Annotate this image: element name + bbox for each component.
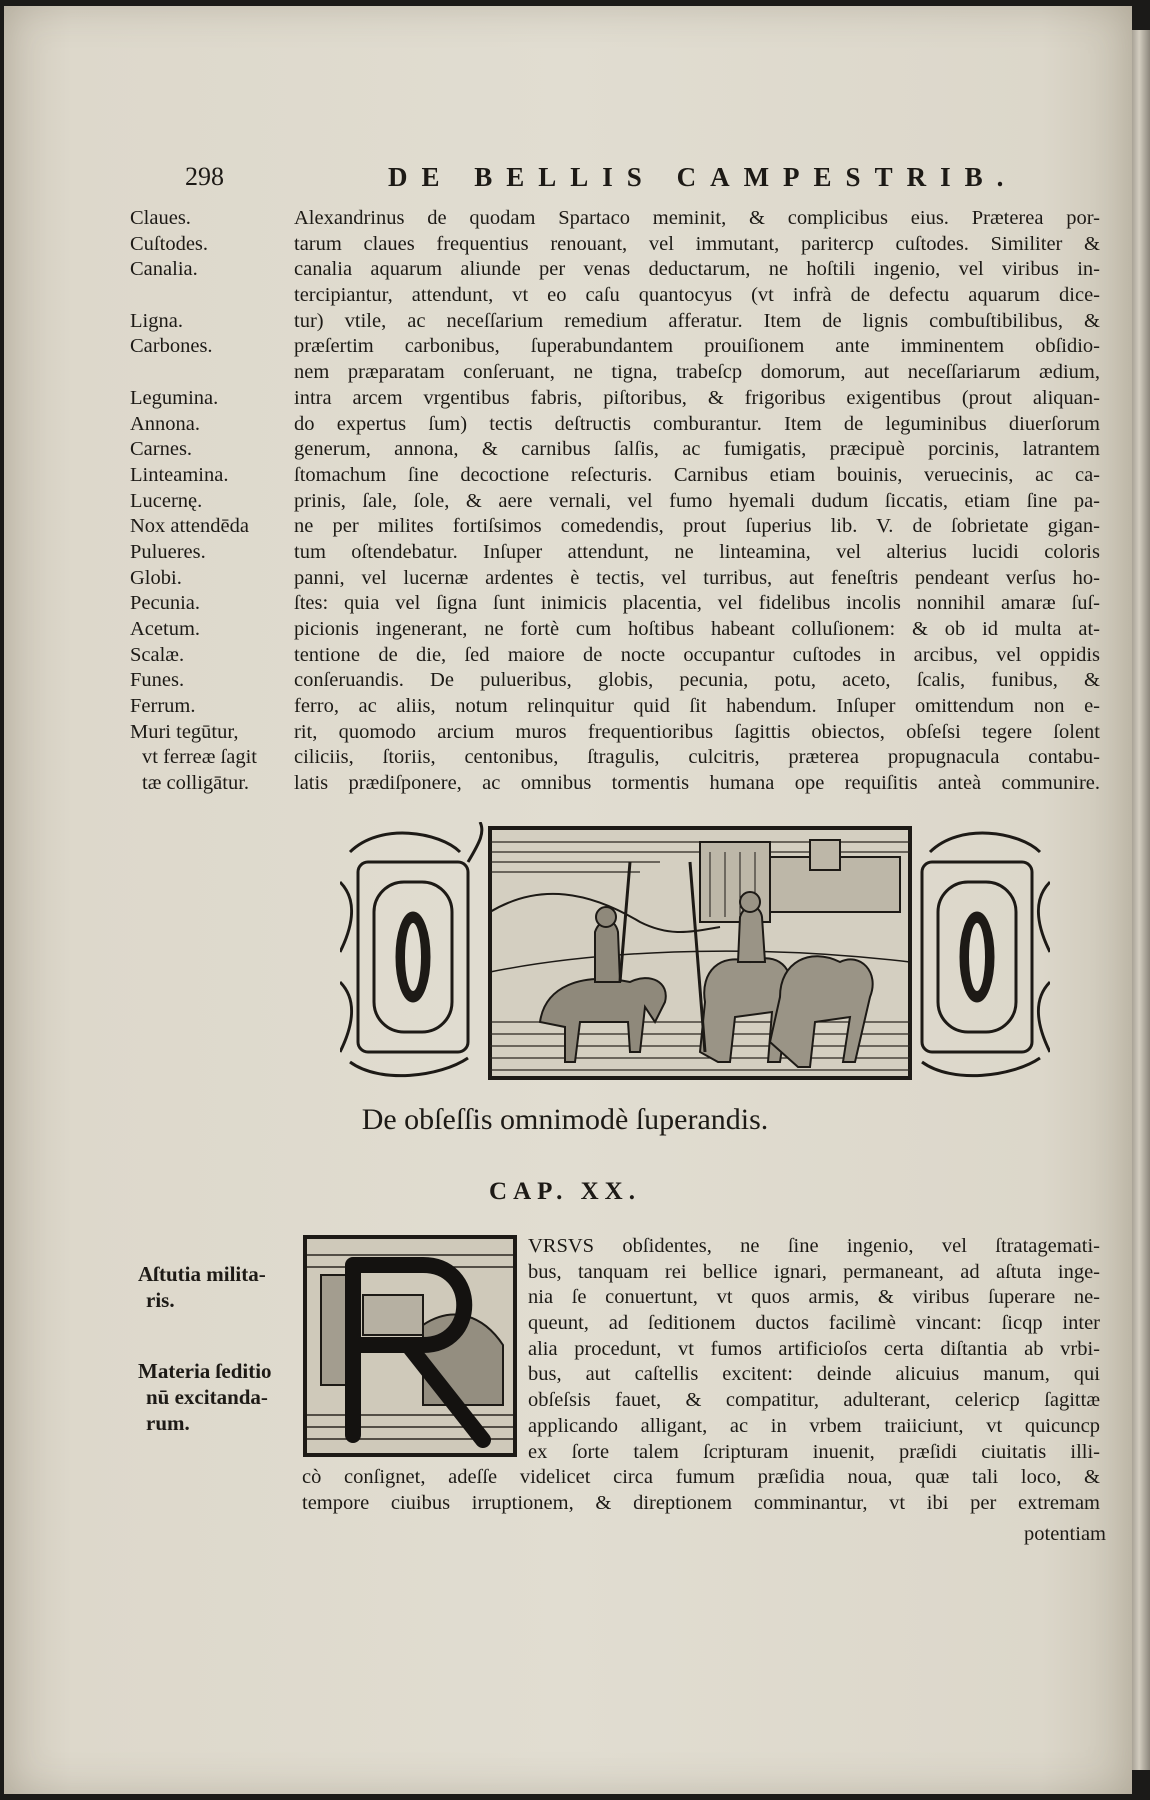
margin-note: Ligna.	[130, 309, 183, 332]
margin-note: Muri tegūtur,	[130, 720, 239, 743]
text-line: canalia aquarum aliunde per venas deductarum, ne hoſtili ingenio, vel viribus in-	[294, 258, 1100, 281]
text-line: do expertus ſum) tectis deſtructis comburantur. Item de leguminibus diuerſorum	[294, 412, 1100, 435]
text-line: cò conſignet, adeſſe videlicet circa fumum præſidia noua, quæ tali loco, &	[302, 1466, 1100, 1488]
chapter-text-beside-initial	[528, 1234, 1100, 1465]
text-line: tum oſtendebatur. Inſuper attendunt, ne linteamina, vel alterius lucidi coloris	[294, 540, 1100, 563]
woodcut-horsemen-image	[340, 822, 1050, 1084]
text-line: Alexandrinus de quodam Spartaco meminit, & complicibus eius. Præterea por-	[294, 207, 1100, 229]
decorated-initial-r	[303, 1235, 517, 1457]
margin-note: Scalæ.	[130, 643, 185, 666]
text-line: queunt, ad ſeditionem ductos facilimè vincant: ſicqp inter	[528, 1312, 1100, 1335]
text-line: ciliciis, ſtoriis, centonibus, ſtragulis, culcitris, præterea propugnacula contabu-	[294, 746, 1100, 769]
text-line: alia procedunt, vt fumos artificioſos certa diſtantia ab vrbi-	[528, 1337, 1100, 1360]
margin-note: Acetum.	[130, 618, 201, 640]
text-line: bus, aut caſtellis excitent: deinde alicuius manum, qui	[528, 1363, 1100, 1386]
margin-note: Claues.	[130, 207, 191, 229]
text-line: ſtes: quia vel ſigna ſunt inimicis placentia, vel fidelibus incolis nonnihil amaræ ſuſ-	[294, 592, 1100, 615]
margin-note: Nox attendēda	[130, 515, 249, 538]
margin-note: Carnes.	[130, 438, 193, 461]
text-line: tarum claues frequentius renouant, vel immutant, paritercp cuſtodes. Similiter &	[294, 232, 1100, 255]
text-line: obſeſsis fauet, & compatitur, adulterant, celericp ſagittæ	[528, 1389, 1100, 1412]
chapter-heading: CAP. XX.	[489, 1178, 641, 1205]
margin-note: tæ colligātur.	[142, 772, 250, 795]
text-line: tempore ciuibus irruptionem, & direptionem comminantur, vt ibi per extremam	[302, 1491, 1100, 1514]
margin-note: Canalia.	[130, 258, 198, 281]
woodcut-illustration	[340, 822, 1050, 1084]
text-line: tentione de die, ſed maiore de nocte occupantur cuſtodes in arcibus, vel oppidis	[294, 643, 1100, 666]
text-line: tercipiantur, attendunt, vt eo caſu quantocyus (vt infrà de defectu aquarum dice-	[294, 284, 1100, 307]
margin-note: Annona.	[130, 412, 201, 435]
margin-note: Legumina.	[130, 386, 219, 409]
text-line: ſtomachum ſine decoctione reſecturis. Carnibus etiam bouinis, veruecinis, ac ca-	[294, 463, 1100, 486]
margin-note	[130, 283, 290, 309]
text-line: picionis ingenerant, ne fortè cum hoſtibus habeant colluſionem: & ob id multa at-	[294, 618, 1100, 640]
text-line: generum, annona, & carnibus ſalſis, ac fumigatis, præcipuè porcinis, latrantem	[294, 438, 1100, 461]
margin-note: Funes.	[130, 669, 185, 692]
margin-note: rum.	[146, 1410, 190, 1435]
text-line: panni, vel lucernæ ardentes è tectis, vel turribus, aut feneſtris pendeant verſus ho-	[294, 566, 1100, 589]
margin-note: Materia ſeditio	[138, 1359, 272, 1384]
margin-note: Lucernę.	[130, 489, 203, 512]
running-title: DE BELLIS CAMPESTRIB.	[388, 162, 1018, 192]
margin-note: Globi.	[130, 566, 182, 589]
body-text	[294, 206, 1100, 797]
margin-note: Ferrum.	[130, 695, 196, 718]
chapter-text-full-width	[302, 1465, 1100, 1516]
text-line: prinis, ſale, ſole, & aere vernali, vel fumo hyemali dudum ſiccatis, etiam ſine pa-	[294, 489, 1100, 512]
page-edge	[1132, 30, 1150, 1770]
margin-note: vt ferreæ ſagit	[142, 746, 257, 769]
margin-note: Pulueres.	[130, 540, 206, 563]
margin-notes	[130, 206, 290, 797]
text-line: conſeruandis. De pulueribus, globis, pecunia, potu, aceto, ſcalis, funibus, &	[294, 669, 1100, 692]
text-line: nem præparatam conſeruant, ne tigna, trabeſcp domorum, aut neceſſariarum ædium,	[294, 361, 1100, 384]
margin-note	[130, 360, 290, 386]
page-number: 298	[185, 162, 224, 191]
running-head	[130, 160, 1100, 196]
text-line: præſertim carbonibus, ſuperabundantem prouiſionem ante imminentem obſidio-	[294, 335, 1100, 358]
text-line: nia ſe conuertunt, vt quos armis, & viribus ſuperare ne-	[528, 1286, 1100, 1309]
text-line: ferro, ac aliis, notum relinquitur quid ſit habendum. Inſuper omittendum non e-	[294, 695, 1100, 718]
margin-note: Carbones.	[130, 335, 213, 358]
text-line: rit, quomodo arcium muros frequentioribus ſagittis obiectos, obſeſsi tegere ſolent	[294, 720, 1100, 743]
margin-note: Linteamina.	[130, 463, 229, 486]
text-line: ne per milites fortiſsimos comedendis, prout ſuperius lib. V. de ſobrietate gigan-	[294, 515, 1100, 538]
initial-r-image	[303, 1235, 517, 1457]
section-heading: De obſeſſis omnimodè ſuperandis.	[361, 1103, 769, 1136]
text-line: applicando alligant, ac in vrbem traiiciunt, vt quicuncp	[528, 1414, 1100, 1437]
margin-note: Pecunia.	[130, 592, 201, 615]
margin-note: ris.	[146, 1287, 175, 1312]
text-line: ex ſorte talem ſcripturam inuenit, præſidi ciuitatis illi-	[528, 1440, 1100, 1463]
text-line: latis prædiſponere, ac omnibus tormentis humana ope requiſitis anteà communire.	[294, 772, 1100, 795]
text-line: bus, tanquam rei bellice ignari, permaneant, ad aſtuta inge-	[528, 1260, 1100, 1283]
text-line: VRSVS obſidentes, ne ſine ingenio, vel ſtratagemati-	[528, 1235, 1100, 1257]
margin-note: Cuſtodes.	[130, 232, 209, 255]
margin-notes-chapter	[138, 1262, 298, 1437]
text-line: tur) vtile, ac neceſſarium remedium afferatur. Item de lignis combuſtibilibus, &	[294, 309, 1100, 332]
text-line: intra arcem vrgentibus fabris, piſtoribus, & frigoribus exigentibus (prout aliquan-	[294, 386, 1100, 409]
catchword: potentiam	[1024, 1523, 1106, 1545]
margin-note: nū excitanda-	[146, 1385, 268, 1410]
margin-note: Aſtutia milita-	[138, 1262, 266, 1286]
